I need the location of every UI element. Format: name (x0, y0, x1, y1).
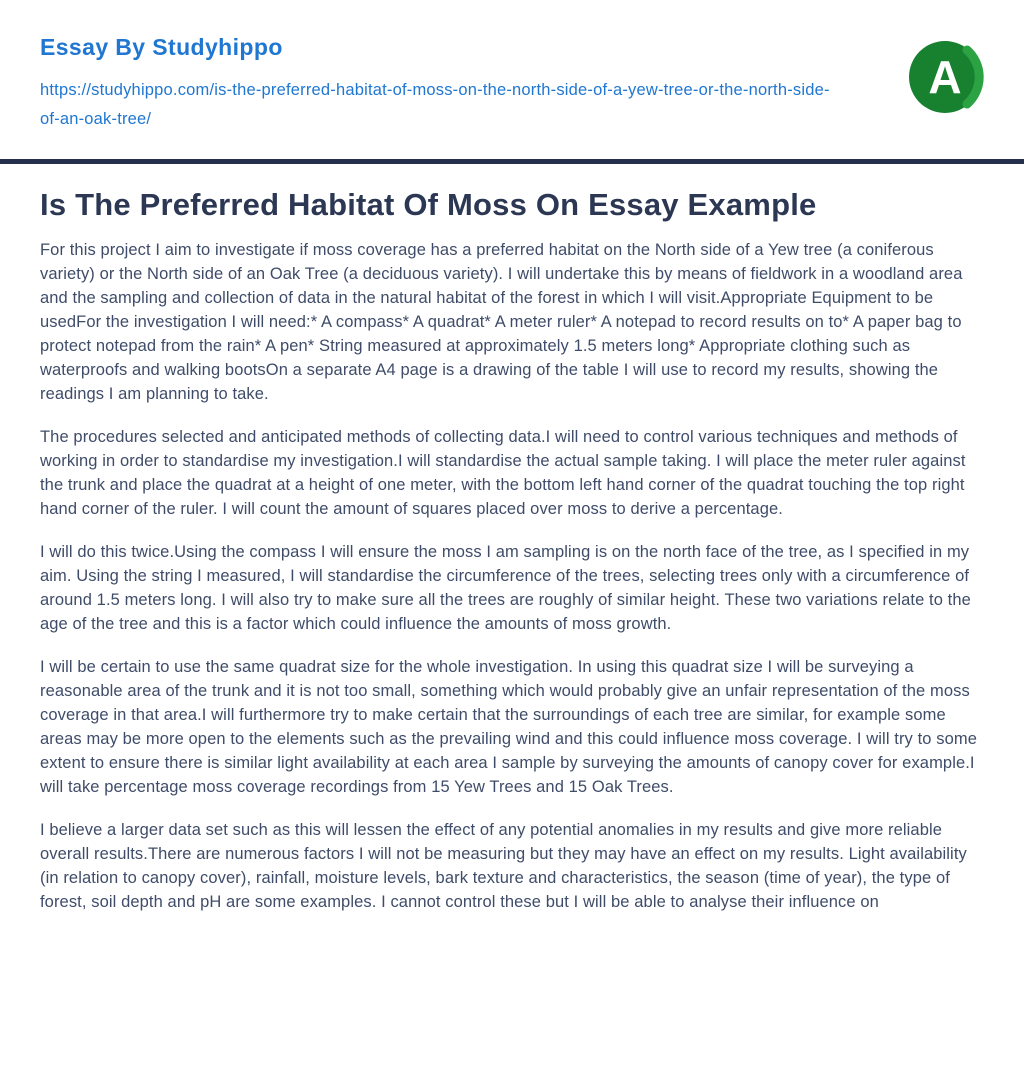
essay-content (0, 186, 1024, 914)
studyhippo-logo (904, 36, 986, 118)
site-title: Essay By Studyhippo (40, 34, 283, 60)
essay-paragraph-4: I will be certain to use the same quadrat size for the whole investigation. In using this quadrat size I will be surveying a reasonable area of the trunk and it is not too small, something which would probably give an unfair representation of the moss coverage in that area.I will furthermore try to make certain that the surroundings of each tree are similar, for example some areas may be more open to the elements such as the prevailing wind and this could influence moss coverage. I will try to some extent to ensure there is similar light availability at each area I sample by surveying the amounts of canopy cover for example.I will take percentage moss coverage recordings from 15 Yew Trees and 15 Oak Trees. (40, 658, 977, 796)
logo-letter: A (928, 51, 962, 103)
essay-title: Is The Preferred Habitat Of Moss On Essay Example (40, 187, 817, 222)
essay-paragraph-5: I believe a larger data set such as this will lessen the effect of any potential anomalies in my results and give more reliable overall results.There are numerous factors I will not be measuring but they may have an effect on my results. Light availability (in relation to canopy cover), rainfall, moisture levels, bark texture and characteristics, the season (time of year), the type of forest, soil depth and pH are some examples. I cannot control these but I will be able to analyse their influence on (40, 821, 967, 911)
source-url-link[interactable]: https://studyhippo.com/is-the-preferred-habitat-of-moss-on-the-north-side-of-a-yew-tree-or-the-north-side-of-an-oak-tree/ (40, 81, 830, 128)
essay-paragraph-2: The procedures selected and anticipated methods of collecting data.I will need to control various techniques and methods of working in order to standardise my investigation.I will standardise the actual sample taking. I will place the meter ruler against the trunk and place the quadrat at a height of one meter, with the bottom left hand corner of the quadrat touching the top right hand corner of the ruler. I will count the amount of squares placed over moss to derive a percentage. (40, 428, 966, 518)
header-text-block (40, 34, 835, 134)
site-header (0, 0, 1024, 134)
essay-paragraph-1: For this project I aim to investigate if moss coverage has a preferred habitat on the North side of a Yew tree (a coniferous variety) or the North side of an Oak Tree (a deciduous variety). I will undertake this by means of fieldwork in a woodland area and the sampling and collection of data in the natural habitat of the forest in which I will visit.Appropriate Equipment to be usedFor the investigation I will need:* A compass* A quadrat* A meter ruler* A notepad to record results on to* A paper bag to protect notepad from the rain* A pen* String measured at approximately 1.5 meters long* Appropriate clothing such as waterproofs and walking bootsOn a separate A4 page is a drawing of the table I will use to record my results, showing the readings I am planning to take. (40, 241, 963, 403)
header-divider (0, 159, 1024, 164)
logo-a-icon (904, 36, 986, 118)
essay-paragraph-3: I will do this twice.Using the compass I will ensure the moss I am sampling is on the north face of the tree, as I specified in my aim. Using the string I measured, I will standardise the circumference of the trees, selecting trees only with a circumference of around 1.5 meters long. I will also try to make sure all the trees are roughly of similar height. These two variations relate to the age of the tree and this is a factor which could influence the amounts of moss growth. (40, 543, 971, 633)
